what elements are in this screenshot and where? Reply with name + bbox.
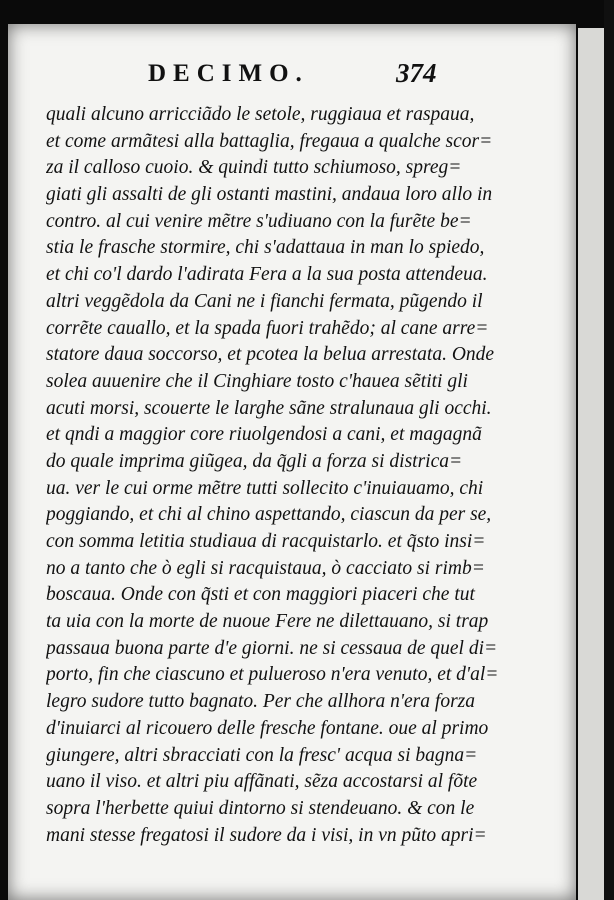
text-line: giungere, altri sbracciati con la fresc' acqua si bagna= — [46, 744, 478, 766]
text-line: et qndi a maggior core riuolgendosi a cani, et magagnã — [46, 424, 482, 446]
text-line: legro sudore tutto bagnato. Per che allhora n'era forza — [46, 691, 475, 713]
text-line: corrẽte cauallo, et la spada fuori trahẽdo; al cane arre= — [46, 317, 489, 339]
text-line: acuti morsi, scouerte le larghe sãne stralunaua gli occhi. — [46, 397, 492, 419]
text-line: ta uia con la morte de nuoue Fere ne dilettauano, si trap — [46, 611, 489, 633]
text-line: statore daua soccorso, et pcotea la belua arrestata. Onde — [46, 344, 495, 366]
text-line: mani stesse fregatosi il sudore da i visi, in vn pũto apri= — [46, 824, 487, 846]
text-line: no a tanto che ò egli si racquistaua, ò cacciato si rimb= — [46, 557, 485, 579]
text-line: et chi co'l dardo l'adirata Fera a la sua posta attendeua. — [46, 264, 488, 286]
text-line: solea auuenire che il Cinghiare tosto c'hauea sẽtiti gli — [46, 370, 468, 392]
text-line: giati gli assalti de gli ostanti mastini, andaua loro allo in — [46, 184, 493, 206]
facing-page-edge — [578, 28, 606, 900]
text-line: con somma letitia studiaua di racquistarlo. et q̃sto insi= — [46, 531, 486, 552]
text-line: altri veggẽdola da Cani ne i fianchi fermata, pũgendo il — [46, 290, 483, 312]
book-page — [8, 24, 576, 900]
text-line: za il calloso cuoio. & quindi tutto schiumoso, spreg= — [46, 157, 462, 179]
running-head: DECIMO. — [148, 60, 309, 87]
body-text — [46, 102, 566, 849]
text-line: contro. al cui venire mẽtre s'udiuano con la furẽte be= — [46, 210, 472, 232]
page-number: 374 — [396, 58, 437, 88]
book-edge-shadow — [604, 0, 614, 900]
text-line: ua. ver le cui orme mẽtre tutti sollecito c'inuiauamo, chi — [46, 477, 484, 499]
text-line: quali alcuno arricciãdo le setole, ruggiaua et raspaua, — [46, 104, 475, 125]
text-line: stia le frasche stormire, chi s'adattaua in man lo spiedo, — [46, 237, 485, 259]
text-line: uano il viso. et altri piu affãnati, sẽza accostarsi al fõte — [46, 771, 478, 793]
text-line: boscaua. Onde con q̃sti et con maggiori piaceri che tut — [46, 584, 475, 606]
text-line: do quale imprima giũgea, da q̃gli a forza si districa= — [46, 450, 463, 472]
text-line: et come armãtesi alla battaglia, fregaua a qualche scor= — [46, 130, 493, 152]
text-line: sopra l'herbette quiui dintorno si stendeuano. & con le — [46, 797, 475, 819]
page-header — [8, 58, 576, 98]
text-line: poggiando, et chi al chino aspettando, ciascun da per se, — [46, 504, 492, 526]
text-line: porto, fin che ciascuno et pulueroso n'era venuto, et d'al= — [46, 664, 499, 686]
text-line: passaua buona parte d'e giorni. ne si cessaua de quel di= — [46, 637, 498, 659]
text-line: d'inuiarci al ricouero delle fresche fontane. oue al primo — [46, 717, 489, 739]
